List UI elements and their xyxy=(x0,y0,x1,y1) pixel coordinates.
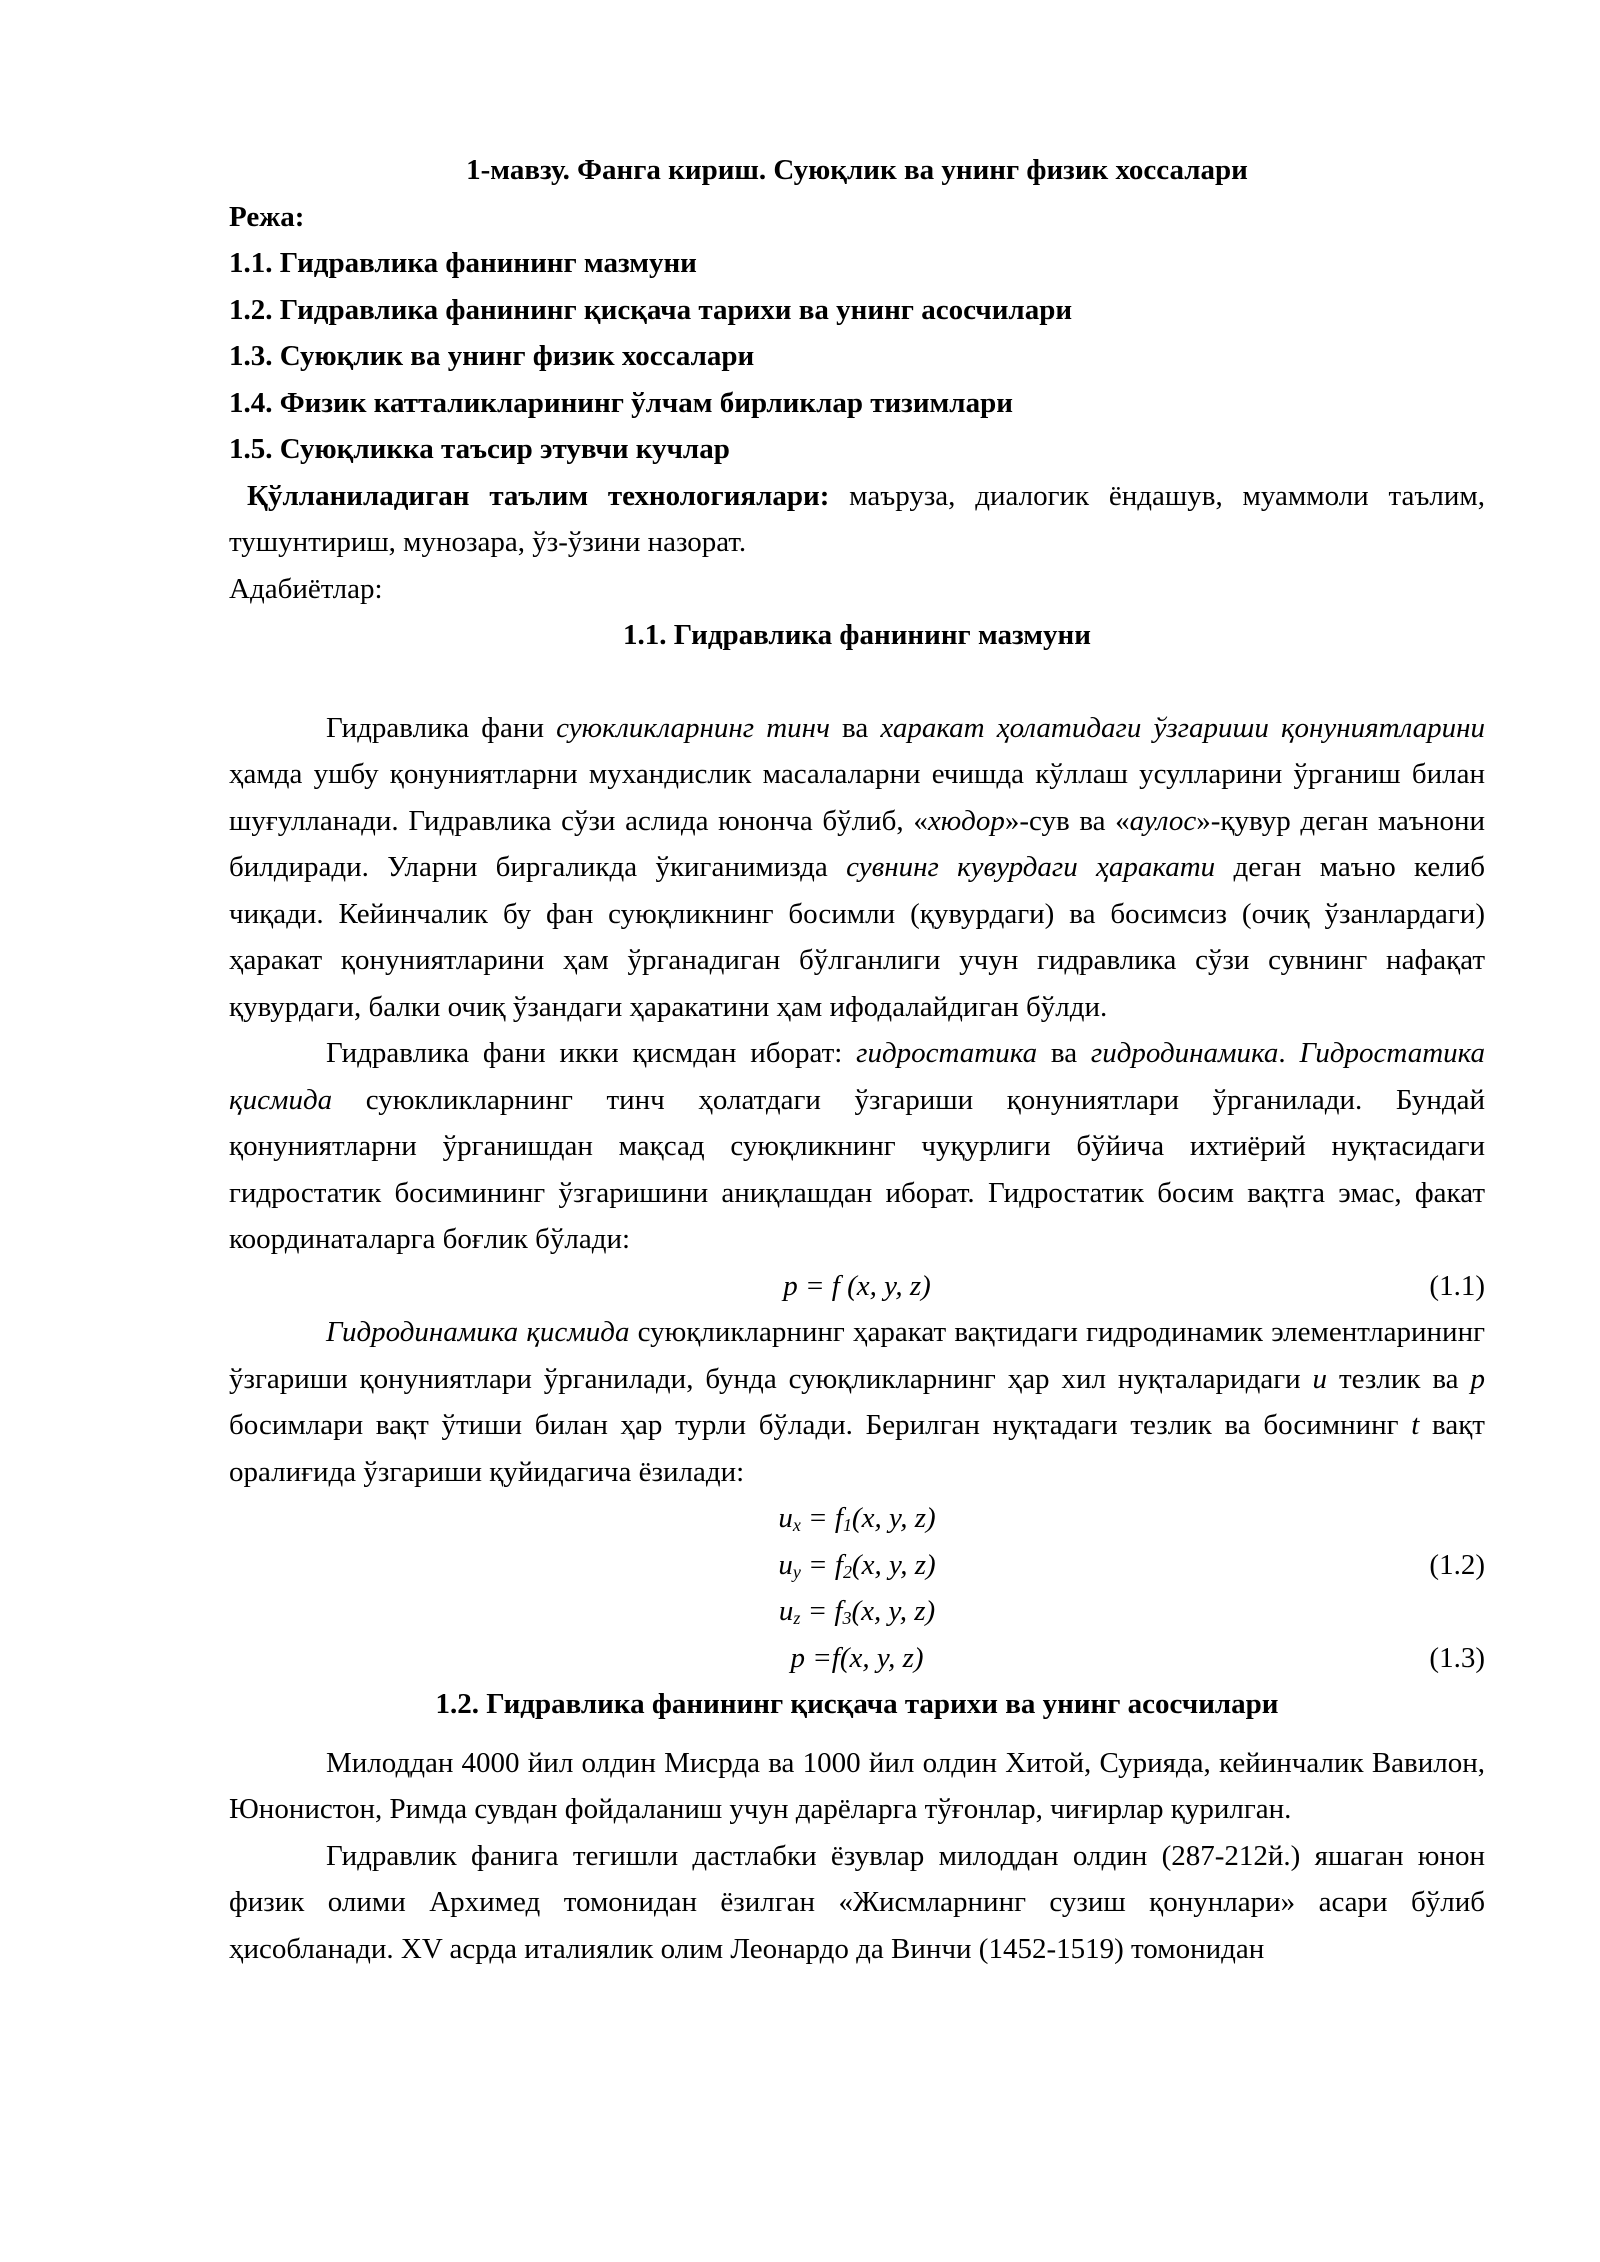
plan-item-3: 1.3. Суюқлик ва унинг физик хоссалари xyxy=(229,340,755,372)
equation-line xyxy=(229,1495,1485,1542)
eq-sub: y xyxy=(792,1561,801,1582)
section-2-paragraph-2: Гидравлик фанига тегишли дастлабки ёзувлар милоддан олдин (287-212й.) яшаган юнон физик олими Архимед томонидан ёзилган «Жисмларнинг сузиш қонунлари» асари бўлиб ҳисобланади. XV асрда италиялик олим Леонардо да Винчи (1452-1519) томонидан xyxy=(229,1839,1485,1965)
equation-expression: p =f(x, y, z) xyxy=(790,1641,924,1674)
document-content xyxy=(229,147,1485,1972)
text-run-italic: гидродинамика xyxy=(1090,1037,1279,1069)
text-run: вақт оралиғида ўзгариши қуйидагича ёзилади: xyxy=(229,1409,1485,1488)
text-run-italic: Гидростатика қисмида xyxy=(229,1037,1486,1116)
eq-mid: = f xyxy=(800,1548,843,1581)
text-run: »-сув ва « xyxy=(1004,804,1130,837)
section-1-paragraph-2 xyxy=(229,1030,1485,1263)
equation-expression xyxy=(229,1588,1485,1635)
text-run-italic: Гидродинамика қисмида xyxy=(326,1316,630,1348)
text-run: деган маъно келиб чиқади. Кейинчалик бу фан суюқликнинг босимли (қувурдаги) ва босимсиз (очиқ ўзанлардаги) ҳаракат қонуниятларини ҳам ўрганадиган бўлганлиги учун гидравлика сўзи сувнинг нафақат қувурдаги, балки очиқ ўзандаги ҳаракатини ҳам ифодалайдиган бўлди. xyxy=(229,851,1486,1023)
equation-expression xyxy=(229,1495,1485,1542)
technologies-paragraph xyxy=(229,473,1485,566)
text-run: . xyxy=(1278,1037,1300,1069)
text-run: босимлари вақт ўтиши билан ҳар турли бўлади. Берилган нуқтадаги тезлик ва босимнинг xyxy=(229,1409,1412,1441)
section-2-heading: 1.2. Гидравлика фанининг қисқача тарихи ва унинг асосчилари xyxy=(435,1688,1279,1720)
eq-rest: (x, y, z) xyxy=(851,1548,936,1581)
section-1-heading: 1.1. Гидравлика фанининг мазмуни xyxy=(623,619,1091,651)
text-run: суюкликларнинг тинч ҳолатдаги ўзгариши қонуниятлари ўрганилади. Бундай қонуниятларни ўрганишдан мақсад суюқликнинг чуқурлиги бўйича ихтиёрий нуқтасидаги гидростатик босимининг ўзгаришини аниқлашдан иборат. Гидростатик босим вақтга эмас, факат координаталарга боғлик бўлади: xyxy=(229,1083,1485,1255)
text-run-italic: хюдор xyxy=(927,804,1005,837)
eq-rest: (x, y, z) xyxy=(851,1595,936,1627)
technologies-text: маъруза, диалогик ёндашув, муаммоли таълим, тушунтириш, мунозара, ўз-ўзини назорат. xyxy=(229,479,1485,558)
text-run: Гидравлика фани xyxy=(326,711,557,744)
plan-item-2: 1.2. Гидравлика фанининг қисқача тарихи ва унинг асосчилари xyxy=(229,293,1073,326)
text-run: тезлик ва xyxy=(1327,1362,1471,1395)
text-run: суюқликларнинг ҳаракат вақтидаги гидродинамик элементларининг ўзгариши қонуниятлари ўрганилади, бунда суюқликларнинг ҳар хил нуқталаридаги xyxy=(229,1316,1485,1395)
text-run-italic: аулос xyxy=(1129,804,1197,837)
eq-fsub: 2 xyxy=(842,1561,852,1582)
plan-label: Режа: xyxy=(229,200,305,233)
text-run: ҳамда ушбу қонуниятларни мухандислик масалаларни ечишда кўллаш усулларини ўрганиш билан шуғулланади. Гидравлика сўзи аслида юнонча бўлиб, « xyxy=(229,758,1485,837)
equation-number: (1.2) xyxy=(1429,1548,1485,1581)
eq-mid: = f xyxy=(800,1595,843,1627)
equation-expression: p = f (x, y, z) xyxy=(783,1269,931,1302)
technologies-label: Қўлланиладиган таълим технологиялари: xyxy=(247,479,830,512)
plan-item-4: 1.4. Физик катталикларининг ўлчам бирликлар тизимлари xyxy=(229,386,1013,419)
eq-fsub: 3 xyxy=(842,1608,852,1628)
spacer xyxy=(229,1728,1485,1740)
eq-var: u xyxy=(778,1548,793,1581)
spacer xyxy=(229,659,1485,705)
text-run: Гидравлика фани икки қисмдан иборат: xyxy=(326,1037,857,1069)
eq-sub: z xyxy=(793,1608,801,1628)
text-run-italic: u xyxy=(1312,1362,1328,1395)
text-run-italic: сувнинг кувурдаги ҳаракати xyxy=(846,851,1216,883)
eq-var: u xyxy=(778,1502,793,1534)
section-1-paragraph-1 xyxy=(229,705,1485,1031)
equation-1-1 xyxy=(229,1263,1485,1310)
equation-number: (1.1) xyxy=(1429,1269,1485,1302)
equation-number: (1.3) xyxy=(1429,1641,1485,1674)
section-2-paragraph-1: Милоддан 4000 йил олдин Мисрда ва 1000 йил олдин Хитой, Сурияда, кейинчалик Вавилон, Юнонистон, Римда сувдан фойдаланиш учун дарёларга тўғонлар, чиғирлар қурилган. xyxy=(229,1746,1485,1825)
plan-item-1: 1.1. Гидравлика фанининг мазмуни xyxy=(229,247,697,279)
eq-rest: (x, y, z) xyxy=(851,1502,936,1534)
text-run: »-қувур деган маънони билдиради. Уларни биргаликда ўкиганимизда xyxy=(229,804,1485,883)
text-run-italic: гидростатика xyxy=(856,1037,1038,1069)
text-run-italic: p xyxy=(1470,1362,1485,1395)
text-run: ва xyxy=(829,711,881,744)
text-run-italic: суюкликларнинг тинч xyxy=(556,711,830,744)
eq-var: u xyxy=(778,1595,794,1627)
equation-1-2 xyxy=(229,1495,1485,1635)
eq-sub: x xyxy=(792,1515,801,1535)
text-run: ва xyxy=(1037,1037,1091,1069)
equation-1-3 xyxy=(229,1635,1485,1682)
text-run-italic: t xyxy=(1411,1409,1420,1441)
equation-line xyxy=(229,1588,1485,1635)
equation-line xyxy=(229,1542,1485,1589)
section-1-paragraph-3 xyxy=(229,1309,1485,1495)
text-run-italic: харакат ҳолатидаги ўзгариши қонуниятларини xyxy=(880,711,1485,744)
topic-title: 1-мавзу. Фанга кириш. Суюқлик ва унинг физик хоссалари xyxy=(466,154,1248,186)
equation-expression xyxy=(229,1542,1485,1589)
literature-label: Адабиётлар: xyxy=(229,572,383,605)
eq-fsub: 1 xyxy=(842,1515,852,1535)
eq-mid: = f xyxy=(800,1502,843,1534)
plan-item-5: 1.5. Суюқликка таъсир этувчи кучлар xyxy=(229,433,730,465)
